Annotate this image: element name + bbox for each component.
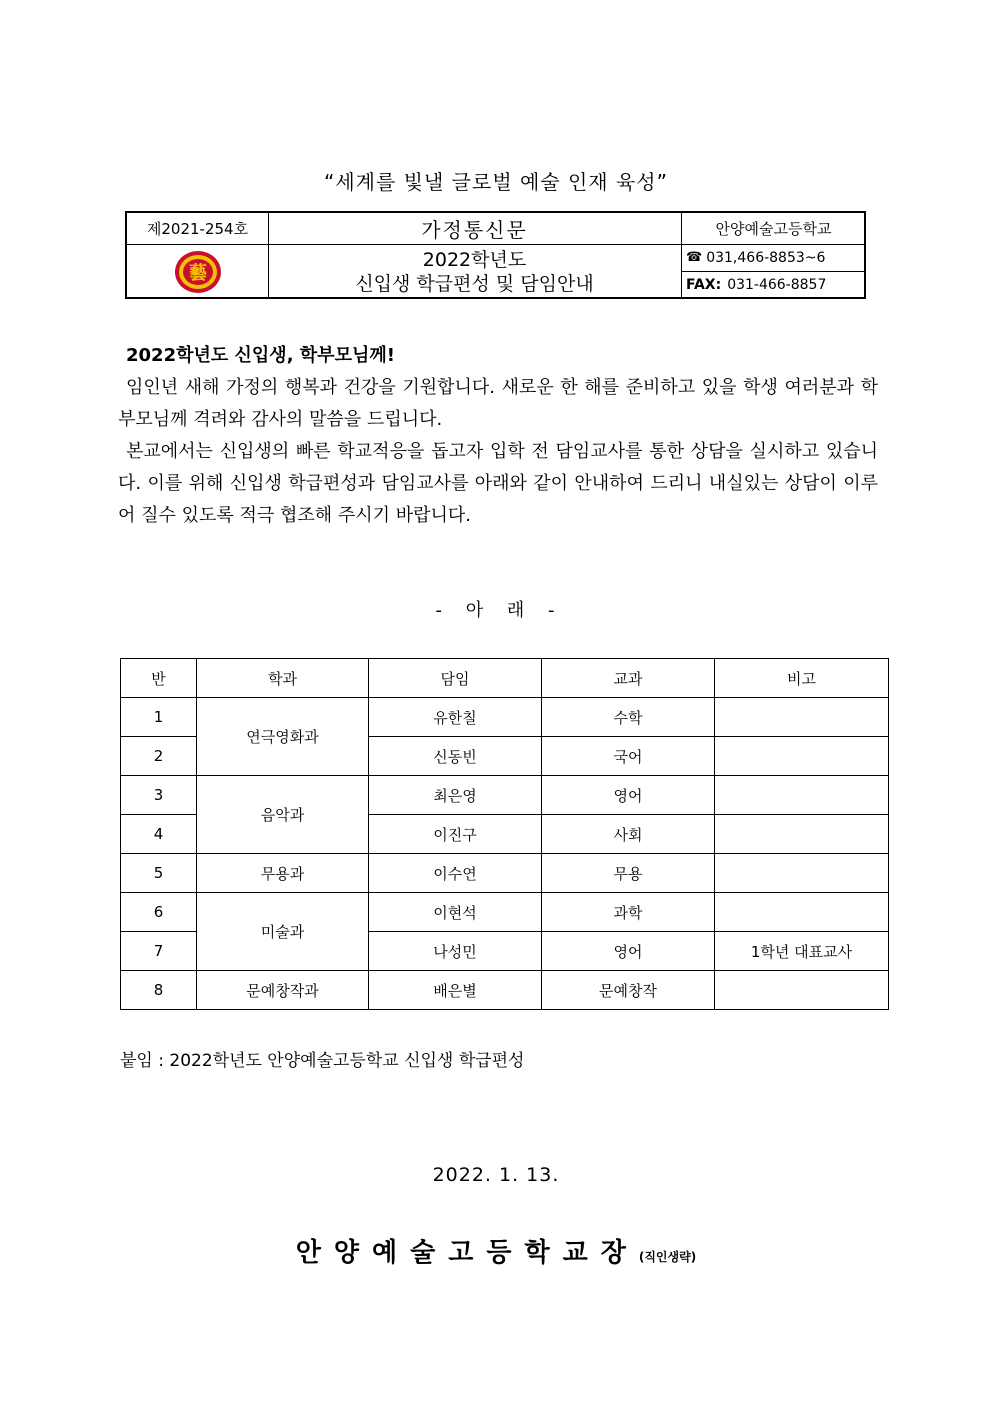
- below-label: - 아 래 -: [435, 600, 557, 621]
- cell-teacher: 나성민: [369, 932, 542, 971]
- subtitle-line-1: 2022학년도: [422, 248, 527, 271]
- cell-subject: 국어: [542, 737, 715, 776]
- cell-dept: 음악과: [197, 776, 369, 854]
- issue-date: 2022. 1. 13.: [432, 1164, 560, 1186]
- paragraph-1: 임인년 새해 가정의 행복과 건강을 기원합니다. 새로운 한 해를 준비하고 있을 학생 여러분과 학부모님께 격려와 감사의 말씀을 드립니다.: [118, 377, 878, 430]
- cell-ban: 8: [121, 971, 197, 1010]
- fax-label: FAX:: [686, 277, 722, 293]
- school-name: 안양예술고등학교: [715, 220, 832, 238]
- cell-ban: 4: [121, 815, 197, 854]
- cell-subject: 사회: [542, 815, 715, 854]
- fax: [681, 271, 866, 299]
- greeting: 2022학년도 신입생, 학부모님께!: [126, 345, 395, 366]
- slogan: “세계를 빛낼 글로벌 예술 인재 육성”: [324, 170, 668, 194]
- cell-ban: 2: [121, 737, 197, 776]
- cell-dept: 미술과: [197, 893, 369, 971]
- cell-note: [715, 698, 889, 737]
- table-row: [121, 854, 889, 893]
- subtitle-line-2: 신입생 학급편성 및 담임안내: [355, 272, 594, 295]
- table-row: [121, 776, 889, 815]
- cell-dept: 문예창작과: [197, 971, 369, 1010]
- cell-teacher: 이진구: [369, 815, 542, 854]
- cell-subject: 영어: [542, 776, 715, 815]
- cell-teacher: 최은영: [369, 776, 542, 815]
- class-roster-table: [120, 658, 889, 1010]
- cell-subject: 문예창작: [542, 971, 715, 1010]
- cell-subject: 무용: [542, 854, 715, 893]
- cell-subject: 영어: [542, 932, 715, 971]
- school-logo: [127, 244, 268, 299]
- seal-note: (직인생략): [638, 1250, 697, 1264]
- cell-note: [715, 971, 889, 1010]
- cell-teacher: 배은별: [369, 971, 542, 1010]
- cell-note: [715, 737, 889, 776]
- cell-teacher: 이현석: [369, 893, 542, 932]
- cell-subject: 과학: [542, 893, 715, 932]
- cell-teacher: 유한칠: [369, 698, 542, 737]
- header-box: [125, 211, 866, 299]
- principal-signature: [0, 1232, 992, 1269]
- table-row: [121, 971, 889, 1010]
- cell-ban: 7: [121, 932, 197, 971]
- cell-ban: 6: [121, 893, 197, 932]
- cell-subject: 수학: [542, 698, 715, 737]
- school-logo-icon: [174, 250, 222, 294]
- cell-ban: 3: [121, 776, 197, 815]
- document-subtitle: [268, 244, 681, 299]
- document-number: 제2021-254호: [146, 220, 249, 238]
- telephone-number: 031,466-8853~6: [706, 249, 826, 266]
- cell-note: [715, 854, 889, 893]
- fax-number: 031-466-8857: [727, 277, 827, 293]
- logo-char: 藝: [188, 262, 207, 284]
- cell-dept: 연극영화과: [197, 698, 369, 776]
- cell-note: [715, 893, 889, 932]
- table-header-row: [121, 659, 889, 698]
- cell-teacher: 이수연: [369, 854, 542, 893]
- cell-ban: 1: [121, 698, 197, 737]
- phone-icon: ☎: [686, 250, 703, 265]
- header-subject: 교과: [542, 659, 715, 698]
- cell-teacher: 신동빈: [369, 737, 542, 776]
- principal-name: 안양예술고등학교장: [295, 1238, 639, 1268]
- cell-note: [715, 815, 889, 854]
- telephone: [681, 244, 866, 271]
- header-note: 비고: [715, 659, 889, 698]
- cell-note: 1학년 대표교사: [715, 932, 889, 971]
- header-teacher: 담임: [369, 659, 542, 698]
- header-ban: 반: [121, 659, 197, 698]
- table-row: [121, 698, 889, 737]
- header-dept: 학과: [197, 659, 369, 698]
- attachment-note: 붙임 : 2022학년도 안양예술고등학교 신입생 학급편성: [120, 1051, 525, 1071]
- letter-body: [118, 340, 878, 532]
- table-row: [121, 893, 889, 932]
- cell-note: [715, 776, 889, 815]
- cell-dept: 무용과: [197, 854, 369, 893]
- document-title: 가정통신문: [421, 218, 528, 242]
- paragraph-2: 본교에서는 신입생의 빠른 학교적응을 돕고자 입학 전 담임교사를 통한 상담을 실시하고 있습니다. 이를 위해 신입생 학급편성과 담임교사를 아래와 같이 안내하여 드리니 내실있는 상담이 이루어 질수 있도록 적극 협조해 주시기 바랍니다.: [118, 441, 878, 526]
- cell-ban: 5: [121, 854, 197, 893]
